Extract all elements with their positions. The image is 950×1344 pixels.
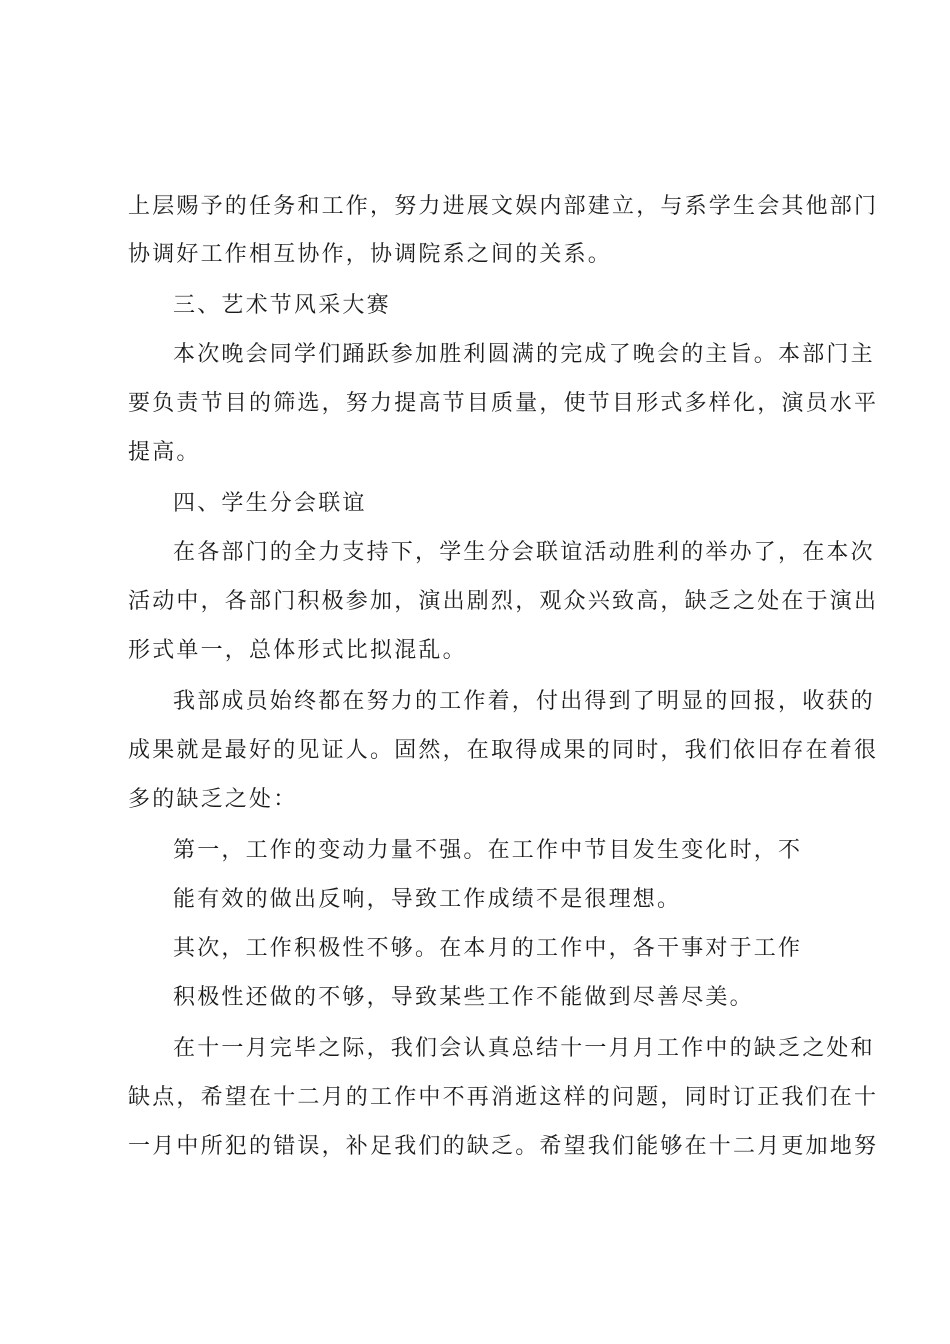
body-text-line: 缺点，希望在十二月的工作中不再消逝这样的问题，同时订正我们在十 xyxy=(128,1085,879,1110)
body-text-line: 协调好工作相互协作，协调院系之间的关系。 xyxy=(128,242,613,267)
body-text-line: 积极性还做的不够，导致某些工作不能做到尽善尽美。 xyxy=(173,985,754,1010)
section-heading: 四、学生分会联谊 xyxy=(173,491,367,516)
body-text-line: 要负责节目的筛选，努力提高节目质量，使节目形式多样化，演员水平 xyxy=(128,391,879,416)
body-text-line: 能有效的做出反响，导致工作成绩不是很理想。 xyxy=(173,887,682,912)
body-text-line: 形式单一，总体形式比拟混乱。 xyxy=(128,638,467,663)
body-text-line: 在十一月完毕之际，我们会认真总结十一月月工作中的缺乏之处和 xyxy=(173,1036,875,1061)
body-text-line: 本次晚会同学们踊跃参加胜利圆满的完成了晚会的主旨。本部门主 xyxy=(173,342,875,367)
body-text-line: 提高。 xyxy=(128,440,201,465)
body-text-line: 一月中所犯的错误，补足我们的缺乏。希望我们能够在十二月更加地努 xyxy=(128,1134,879,1159)
body-text-line: 在各部门的全力支持下，学生分会联谊活动胜利的举办了，在本次 xyxy=(173,540,875,565)
body-text-line: 我部成员始终都在努力的工作着，付出得到了明显的回报，收获的 xyxy=(173,689,875,714)
body-text-line: 活动中，各部门积极参加，演出剧烈，观众兴致高，缺乏之处在于演出 xyxy=(128,589,879,614)
body-text-line: 上层赐予的任务和工作，努力进展文娱内部建立，与系学生会其他部门 xyxy=(128,194,879,219)
body-text-line: 多的缺乏之处： xyxy=(128,787,298,812)
section-heading: 三、艺术节风采大赛 xyxy=(173,293,391,318)
body-text-line: 第一，工作的变动力量不强。在工作中节目发生变化时，不 xyxy=(173,838,803,863)
body-text-line: 其次，工作积极性不够。在本月的工作中，各干事对于工作 xyxy=(173,936,803,961)
body-text-line: 成果就是最好的见证人。固然，在取得成果的同时，我们依旧存在着很 xyxy=(128,738,879,763)
